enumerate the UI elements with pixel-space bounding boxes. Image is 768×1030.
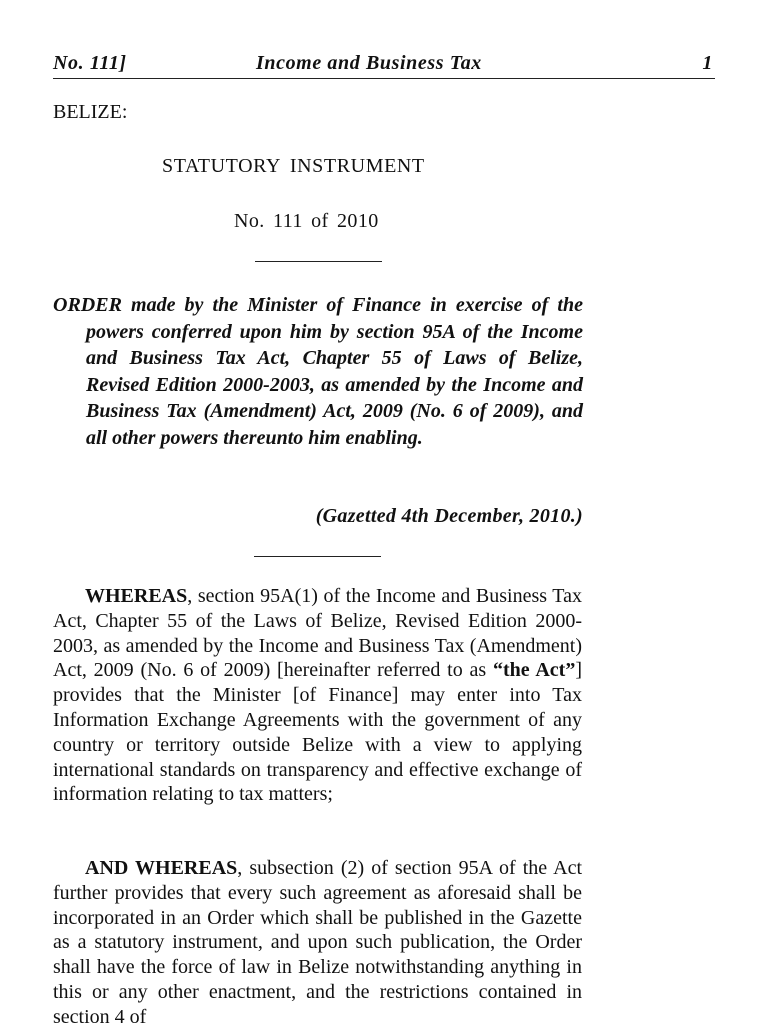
paragraph-lead: WHEREAS bbox=[85, 585, 188, 607]
divider-rule bbox=[254, 556, 381, 557]
whereas-paragraph bbox=[53, 584, 582, 807]
and-whereas-paragraph bbox=[53, 856, 582, 1030]
order-preamble: ORDER made by the Minister of Finance in exercise of the powers conferred upon him by section 95A of the Income and Business Tax Act, Chapter 55 of Laws of Belize, Revised Edition 2000-2003, as amended by the Income and Business Tax (Amendment) Act, 2009 (No. 6 of 2009), and all other powers thereunto him enabling. bbox=[53, 294, 583, 449]
header-number: No. 111] bbox=[53, 52, 127, 74]
instrument-number: No. 111 of 2010 bbox=[234, 210, 379, 232]
instrument-title: STATUTORY INSTRUMENT bbox=[162, 155, 425, 177]
header-title: Income and Business Tax bbox=[256, 52, 482, 74]
paragraph-text: , subsection (2) of section 95A of the Act further provides that every such agreement as aforesaid shall be incorporated in an Order which shall be published in the Gazette as a statutory instrument, and upon such publication, the Order shall have the force of law in Belize notwithstanding anything in this or any other enactment, and the restrictions contained in section 4 of bbox=[53, 857, 582, 1028]
defined-term: “the Act” bbox=[492, 659, 576, 682]
paragraph-lead: AND WHEREAS bbox=[85, 857, 238, 879]
divider-rule bbox=[255, 261, 382, 262]
page-number: 1 bbox=[702, 52, 713, 74]
running-header bbox=[53, 50, 715, 79]
paragraph-text: ] provides that the Minister [of Finance] may enter into Tax Information Exchange Agreements with the government of any country or territory outside Belize with a view to applying international standards on transparency and effective exchange of information relating to tax matters; bbox=[53, 659, 582, 806]
gazetted-date: (Gazetted 4th December, 2010.) bbox=[315, 505, 583, 527]
paragraph-text: , section 95A(1) of the Income and Business Tax Act, Chapter 55 of the Laws of Belize, Revised Edition 2000-2003, as amended by the Income and Business Tax (Amendment) Act, 2009 (No. 6 of 2009) [hereinafter referred to as bbox=[53, 585, 582, 682]
country-heading: BELIZE: bbox=[53, 101, 128, 123]
